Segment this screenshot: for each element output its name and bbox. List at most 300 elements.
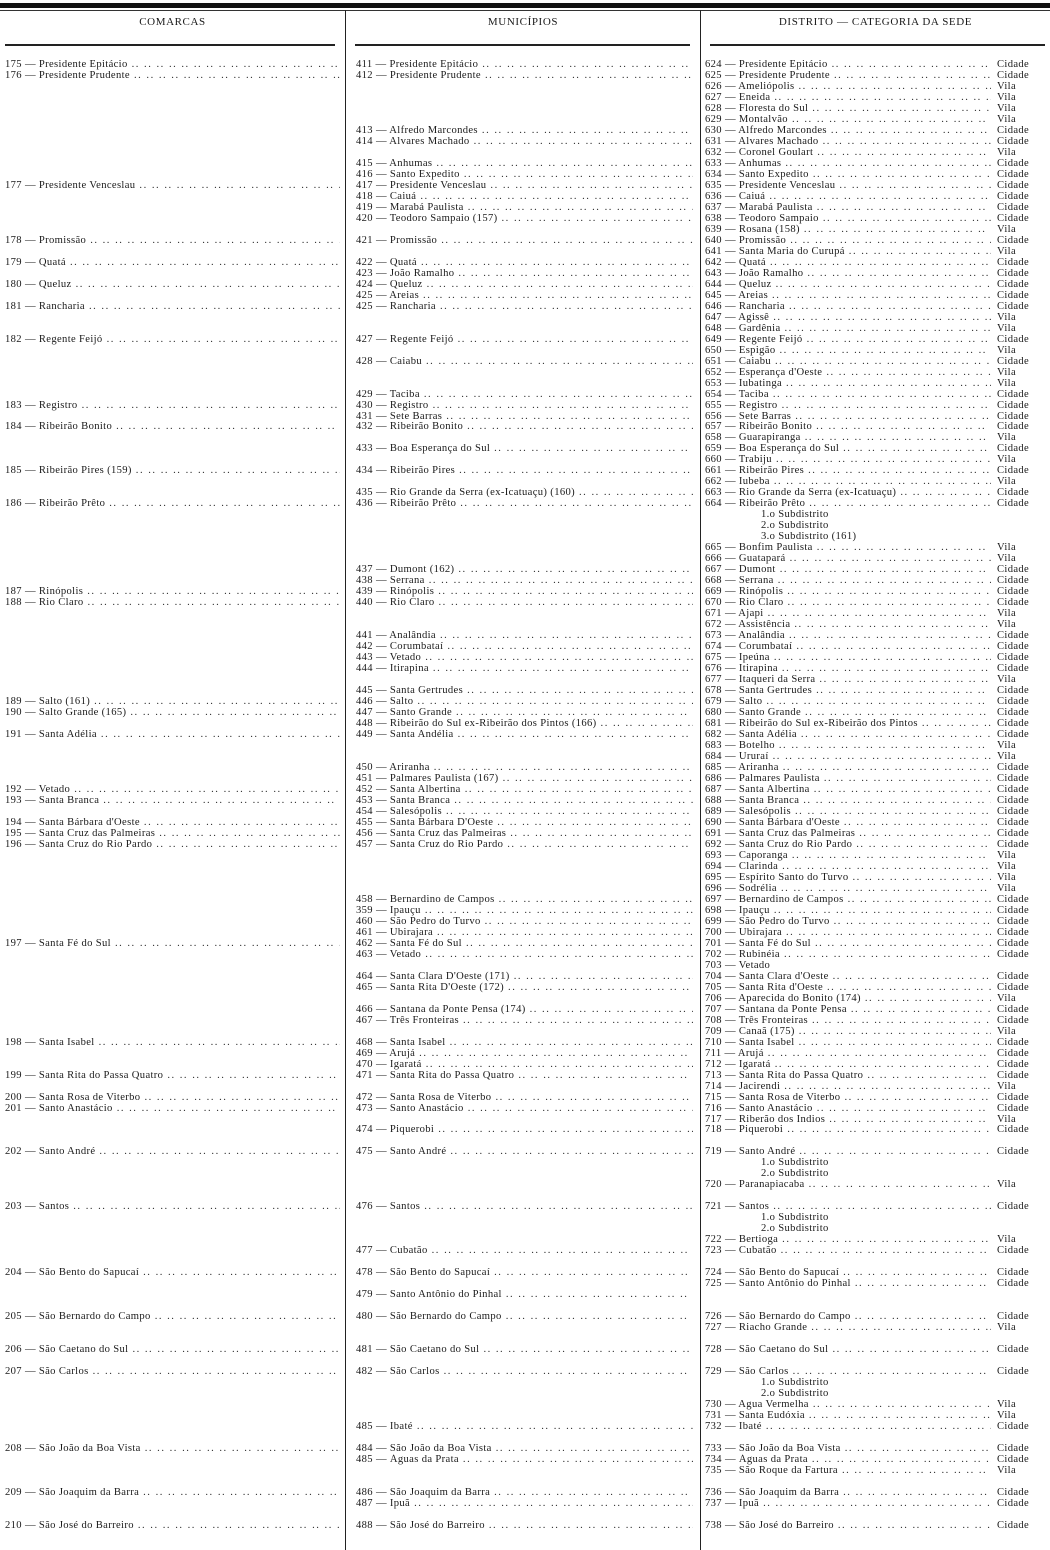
blank-line bbox=[356, 367, 693, 378]
subdistrito-entry bbox=[705, 509, 1047, 520]
distrito-entry bbox=[705, 1179, 1047, 1190]
header-comarcas: COMARCAS bbox=[139, 16, 206, 28]
categoria-label: Cidade bbox=[997, 1036, 1030, 1048]
categoria-label: Vila bbox=[997, 454, 1017, 466]
blank-line bbox=[5, 1234, 340, 1245]
dot-leader bbox=[840, 1092, 991, 1103]
entry-label: 471 — Santa Rita do Passa Quatro bbox=[356, 1069, 515, 1081]
municipio-entry bbox=[356, 1289, 693, 1300]
categoria-label: Vila bbox=[997, 860, 1017, 872]
municipio-entry bbox=[356, 641, 693, 652]
comarca-entry bbox=[5, 1103, 340, 1114]
blank-line bbox=[356, 872, 693, 883]
dot-leader bbox=[504, 982, 693, 993]
municipio-entry bbox=[356, 971, 693, 982]
blank-line bbox=[5, 905, 340, 916]
entry-label: 671 — Ajapi bbox=[705, 608, 764, 620]
entry-label: 443 — Vetado bbox=[356, 652, 422, 664]
distrito-entry bbox=[705, 949, 1047, 960]
blank-line bbox=[5, 1300, 340, 1311]
distrito-entry bbox=[705, 619, 1047, 630]
blank-line bbox=[5, 575, 340, 586]
entry-label: 710 — Santa Isabel bbox=[705, 1036, 795, 1048]
categoria-label: Cidade bbox=[997, 805, 1030, 817]
municipio-entry bbox=[356, 1146, 693, 1157]
distrito-entry bbox=[705, 1520, 1047, 1531]
distrito-entry bbox=[705, 773, 1047, 784]
entry-label: 656 — Sete Barras bbox=[705, 410, 792, 422]
categoria-label: Vila bbox=[997, 608, 1017, 620]
categoria-label: Vila bbox=[997, 740, 1017, 752]
blank-line bbox=[5, 1322, 340, 1333]
blank-line bbox=[705, 1300, 1047, 1311]
entry-label: 716 — Santo Anastácio bbox=[705, 1102, 813, 1114]
dot-leader bbox=[789, 1366, 991, 1377]
dot-leader bbox=[140, 1092, 340, 1103]
entry-label: 628 — Floresta do Sul bbox=[705, 102, 809, 114]
dot-leader bbox=[433, 927, 693, 938]
municipio-entry bbox=[356, 235, 693, 246]
blank-line bbox=[356, 531, 693, 542]
blank-line bbox=[5, 1059, 340, 1070]
dot-leader bbox=[822, 367, 991, 378]
dot-leader bbox=[69, 1201, 340, 1212]
categoria-label: Cidade bbox=[997, 718, 1030, 730]
dot-leader bbox=[791, 806, 991, 817]
entry-label: 738 — São José do Barreiro bbox=[705, 1519, 834, 1531]
categoria-label: Cidade bbox=[997, 1344, 1030, 1356]
entry-label: 469 — Arujá bbox=[356, 1047, 416, 1059]
dot-leader bbox=[111, 938, 340, 949]
blank-line bbox=[5, 191, 340, 202]
distrito-entry bbox=[705, 960, 1047, 971]
subdistrito-entry bbox=[705, 1388, 1047, 1399]
dot-leader bbox=[808, 103, 991, 114]
municipio-entry bbox=[356, 202, 693, 213]
municipio-entry bbox=[356, 1421, 693, 1432]
entry-label: 659 — Boa Esperança do Sul bbox=[705, 443, 840, 455]
top-thick-rule bbox=[0, 3, 1050, 8]
distrito-entry bbox=[705, 301, 1047, 312]
entry-label: 668 — Serrana bbox=[705, 575, 774, 587]
blank-line bbox=[5, 630, 340, 641]
distrito-entry bbox=[705, 81, 1047, 92]
dot-leader bbox=[421, 652, 693, 663]
dot-leader bbox=[135, 180, 340, 191]
distrito-entry bbox=[705, 213, 1047, 224]
dot-leader bbox=[852, 839, 991, 850]
dot-leader bbox=[417, 257, 693, 268]
blank-line bbox=[356, 114, 693, 125]
dot-leader bbox=[863, 1070, 991, 1081]
distrito-entry bbox=[705, 1366, 1047, 1377]
entry-label: 658 — Guarapiranga bbox=[705, 432, 801, 444]
comarca-entry bbox=[5, 817, 340, 828]
dot-leader bbox=[827, 125, 991, 136]
entry-label: 437 — Dumont (162) bbox=[356, 564, 455, 576]
dot-leader bbox=[425, 575, 693, 586]
dot-leader bbox=[510, 971, 693, 982]
entry-label: 186 — Ribeirão Prêto bbox=[5, 498, 106, 510]
distrito-entry bbox=[705, 356, 1047, 367]
subdistrito-entry bbox=[705, 1223, 1047, 1234]
distrito-entry bbox=[705, 323, 1047, 334]
entry-label: 729 — São Carlos bbox=[705, 1366, 789, 1378]
dot-leader bbox=[805, 1410, 991, 1421]
entry-label: 722 — Bertioga bbox=[705, 1234, 779, 1246]
dot-leader bbox=[780, 1081, 991, 1092]
dot-leader bbox=[470, 136, 693, 147]
distrito-entry bbox=[705, 432, 1047, 443]
distrito-entry bbox=[705, 147, 1047, 158]
categoria-label: Vila bbox=[997, 113, 1017, 125]
dot-leader bbox=[459, 1015, 693, 1026]
entry-label: 706 — Aparecida do Bonito (174) bbox=[705, 992, 861, 1004]
categoria-label: Cidade bbox=[997, 652, 1030, 664]
blank-line bbox=[5, 619, 340, 630]
categoria-label: Vila bbox=[997, 1399, 1017, 1411]
blank-line bbox=[356, 553, 693, 564]
entry-label: 737 — Ipuã bbox=[705, 1497, 760, 1509]
dot-leader bbox=[78, 400, 340, 411]
entry-label: 457 — Santa Cruz do Rio Pardo bbox=[356, 838, 504, 850]
blank-line bbox=[356, 1081, 693, 1092]
entry-label: 427 — Regente Feijó bbox=[356, 333, 454, 345]
entry-label: 435 — Rio Grande da Serra (ex-Icatuaçu) (160) bbox=[356, 487, 576, 499]
blank-line bbox=[356, 476, 693, 487]
entry-label: 736 — São Joaquim da Barra bbox=[705, 1486, 840, 1498]
categoria-label: Cidade bbox=[997, 179, 1030, 191]
distrito-entry bbox=[705, 334, 1047, 345]
distrito-entry bbox=[705, 982, 1047, 993]
dot-leader bbox=[841, 1443, 991, 1454]
dot-leader bbox=[139, 1267, 340, 1278]
entry-label: 178 — Promissão bbox=[5, 234, 87, 246]
categoria-label: Cidade bbox=[997, 816, 1030, 828]
categoria-label: Vila bbox=[997, 322, 1017, 334]
entry-label: 447 — Santo Grande bbox=[356, 707, 453, 719]
entry-label: 474 — Piquerobi bbox=[356, 1124, 435, 1136]
categoria-label: Cidade bbox=[997, 1486, 1030, 1498]
entry-label: 479 — Santo Antônio do Pinhal bbox=[356, 1289, 502, 1301]
blank-line bbox=[356, 378, 693, 389]
blank-line bbox=[5, 1179, 340, 1190]
dot-leader bbox=[128, 1344, 340, 1355]
dot-leader bbox=[442, 411, 693, 422]
municipio-entry bbox=[356, 729, 693, 740]
categoria-label: Cidade bbox=[997, 696, 1030, 708]
dot-leader bbox=[95, 1146, 340, 1157]
entry-label: 192 — Vetado bbox=[5, 783, 71, 795]
entry-label: 713 — Santa Rita do Passa Quatro bbox=[705, 1069, 864, 1081]
comarcas-column bbox=[5, 59, 340, 1531]
entry-label: 678 — Santa Gertrudes bbox=[705, 685, 813, 697]
municipio-entry bbox=[356, 718, 693, 729]
categoria-label: Cidade bbox=[997, 333, 1030, 345]
distrito-entry bbox=[705, 1443, 1047, 1454]
entry-label: 424 — Queluz bbox=[356, 278, 423, 290]
categoria-label: Cidade bbox=[997, 783, 1030, 795]
blank-line bbox=[5, 509, 340, 520]
entry-label: 183 — Registro bbox=[5, 399, 78, 411]
header-rule bbox=[710, 44, 1045, 46]
dot-leader bbox=[795, 1037, 991, 1048]
distrito-entry bbox=[705, 828, 1047, 839]
blank-line bbox=[5, 1333, 340, 1344]
dot-leader bbox=[775, 345, 991, 356]
blank-line bbox=[5, 894, 340, 905]
entry-label: 180 — Queluz bbox=[5, 278, 72, 290]
categoria-label: Vila bbox=[997, 223, 1017, 235]
municipio-entry bbox=[356, 597, 693, 608]
entry-label: 630 — Alfredo Marcondes bbox=[705, 124, 827, 136]
entry-label: 477 — Cubatão bbox=[356, 1245, 428, 1257]
entry-label: 733 — São João da Boa Vista bbox=[705, 1443, 841, 1455]
dot-leader bbox=[83, 586, 340, 597]
entry-label: 701 — Santa Fé do Sul bbox=[705, 937, 811, 949]
distrito-entry bbox=[705, 257, 1047, 268]
municipio-entry bbox=[356, 1344, 693, 1355]
categoria-label: Vila bbox=[997, 80, 1017, 92]
distrito-entry bbox=[705, 1048, 1047, 1059]
entry-label: 625 — Presidente Prudente bbox=[705, 69, 830, 81]
dot-leader bbox=[774, 575, 991, 586]
blank-line bbox=[5, 487, 340, 498]
blank-line bbox=[5, 1190, 340, 1201]
dot-leader bbox=[795, 1026, 991, 1037]
entry-label: 691 — Santa Cruz das Palmeiras bbox=[705, 827, 856, 839]
categoria-label: Cidade bbox=[997, 157, 1030, 169]
entry-label: 685 — Ariranha bbox=[705, 762, 779, 773]
entry-label: 674 — Corumbataí bbox=[705, 641, 793, 653]
entry-label: 703 — Vetado bbox=[705, 959, 771, 971]
dot-leader bbox=[430, 762, 693, 773]
dot-leader bbox=[815, 674, 991, 685]
entry-label: 664 — Ribeirão Prêto bbox=[705, 498, 806, 510]
blank-line bbox=[356, 1410, 693, 1421]
dot-leader bbox=[762, 696, 991, 707]
distrito-entry bbox=[705, 1399, 1047, 1410]
entry-label: 466 — Santana da Ponte Pensa (174) bbox=[356, 1003, 526, 1015]
dot-leader bbox=[163, 1070, 340, 1081]
entry-label: 449 — Santa Andélia bbox=[356, 729, 454, 741]
column-divider bbox=[345, 10, 346, 1550]
blank-line bbox=[5, 1114, 340, 1125]
dot-leader bbox=[776, 564, 991, 575]
dot-leader bbox=[423, 279, 693, 290]
dot-leader bbox=[808, 1015, 991, 1026]
blank-line bbox=[356, 674, 693, 685]
dot-leader bbox=[152, 839, 340, 850]
entry-label: 705 — Santa Rita d'Oeste bbox=[705, 981, 823, 993]
blank-line bbox=[5, 564, 340, 575]
dot-leader bbox=[785, 301, 991, 312]
dot-leader bbox=[764, 1048, 991, 1059]
entry-label: 730 — Agua Vermelha bbox=[705, 1399, 809, 1411]
entry-label: 442 — Corumbataí bbox=[356, 641, 444, 653]
entry-label: 422 — Quatá bbox=[356, 256, 417, 268]
entry-label: 693 — Caporanga bbox=[705, 849, 788, 861]
entry-label: 417 — Presidente Venceslau bbox=[356, 179, 487, 191]
blank-line bbox=[5, 1465, 340, 1476]
distrito-entry bbox=[705, 696, 1047, 707]
dot-leader bbox=[896, 487, 991, 498]
entry-label: 690 — Santa Bárbara d'Oeste bbox=[705, 816, 840, 828]
blank-line bbox=[5, 674, 340, 685]
comarca-entry bbox=[5, 400, 340, 411]
municipio-entry bbox=[356, 564, 693, 575]
distrito-entry bbox=[705, 707, 1047, 718]
comarca-entry bbox=[5, 696, 340, 707]
entry-label: 632 — Coronel Goulart bbox=[705, 146, 814, 158]
blank-line bbox=[5, 751, 340, 762]
blank-line bbox=[356, 454, 693, 465]
distrito-entry bbox=[705, 312, 1047, 323]
dot-leader bbox=[420, 1201, 693, 1212]
dot-leader bbox=[820, 773, 991, 784]
blank-line bbox=[356, 850, 693, 861]
entry-label: 423 — João Ramalho bbox=[356, 267, 455, 279]
blank-line bbox=[356, 1212, 693, 1223]
blank-line bbox=[5, 1289, 340, 1300]
categoria-label: Vila bbox=[997, 849, 1017, 861]
dot-leader bbox=[526, 1004, 693, 1015]
distrito-entry bbox=[705, 905, 1047, 916]
categoria-label: Cidade bbox=[997, 69, 1030, 81]
entry-label: 488 — São José do Barreiro bbox=[356, 1519, 485, 1531]
dot-leader bbox=[490, 1487, 693, 1498]
comarca-entry bbox=[5, 70, 340, 81]
municipio-entry bbox=[356, 1015, 693, 1026]
comarca-entry bbox=[5, 729, 340, 740]
entry-label: 461 — Ubirajara bbox=[356, 926, 434, 938]
entry-label: 639 — Rosana (158) bbox=[705, 223, 800, 235]
categoria-label: Vila bbox=[997, 1410, 1017, 1422]
distrito-entry bbox=[705, 114, 1047, 125]
distrito-entry bbox=[705, 169, 1047, 180]
distrito-entry bbox=[705, 1344, 1047, 1355]
dot-leader bbox=[459, 1454, 693, 1465]
distrito-entry bbox=[705, 729, 1047, 740]
municipio-entry bbox=[356, 707, 693, 718]
dot-leader bbox=[428, 1245, 693, 1256]
categoria-label: Vila bbox=[997, 1234, 1017, 1246]
blank-line bbox=[356, 1190, 693, 1201]
entry-label: 425 — Areias bbox=[356, 289, 420, 301]
entry-label: 445 — Santa Gertrudes bbox=[356, 685, 464, 697]
entry-label: 724 — São Bento do Sapucaí bbox=[705, 1267, 840, 1279]
entry-label: 665 — Bonfim Paulista bbox=[705, 542, 813, 554]
municipio-entry bbox=[356, 927, 693, 938]
entry-label: 709 — Canaã (175) bbox=[705, 1025, 795, 1037]
distrito-entry bbox=[705, 850, 1047, 861]
categoria-label: Cidade bbox=[997, 937, 1030, 949]
blank-line bbox=[5, 608, 340, 619]
entry-label: 725 — Santo Antônio do Pinhal bbox=[705, 1278, 851, 1290]
municipio-entry bbox=[356, 1004, 693, 1015]
dot-leader bbox=[812, 685, 991, 696]
dot-leader bbox=[490, 443, 693, 454]
blank-line bbox=[5, 1081, 340, 1092]
entry-label: 413 — Alfredo Marcondes bbox=[356, 124, 478, 136]
dot-leader bbox=[478, 59, 693, 70]
dot-leader bbox=[66, 257, 340, 268]
dot-leader bbox=[422, 356, 693, 367]
blank-line bbox=[5, 81, 340, 92]
entry-label: 176 — Presidente Prudente bbox=[5, 69, 130, 81]
blank-line bbox=[356, 883, 693, 894]
distrito-entry bbox=[705, 663, 1047, 674]
blank-line bbox=[5, 114, 340, 125]
categoria-label: Cidade bbox=[997, 1278, 1030, 1290]
entry-label: 734 — Águas da Prata bbox=[705, 1454, 808, 1465]
dot-leader bbox=[770, 476, 991, 487]
municipio-entry bbox=[356, 191, 693, 202]
categoria-label: Cidade bbox=[997, 1014, 1030, 1026]
entry-label: 205 — São Bernardo do Campo bbox=[5, 1311, 151, 1323]
dot-leader bbox=[834, 1520, 991, 1531]
entry-label: 683 — Botelho bbox=[705, 740, 775, 752]
entry-label: 206 — São Caetano do Sul bbox=[5, 1344, 129, 1356]
blank-line bbox=[356, 1476, 693, 1487]
blank-line bbox=[356, 1399, 693, 1410]
entry-label: 188 — Rio Claro bbox=[5, 597, 84, 609]
distrito-entry bbox=[705, 1070, 1047, 1081]
categoria-label: Vila bbox=[997, 476, 1017, 488]
blank-line bbox=[356, 619, 693, 630]
comarca-entry bbox=[5, 1487, 340, 1498]
blank-line bbox=[356, 1432, 693, 1443]
municipio-entry bbox=[356, 301, 693, 312]
distrito-entry bbox=[705, 443, 1047, 454]
comarca-entry bbox=[5, 1267, 340, 1278]
categoria-label: Cidade bbox=[997, 1146, 1030, 1158]
dot-leader bbox=[132, 465, 340, 476]
entry-label: 201 — Santo Anastácio bbox=[5, 1102, 113, 1114]
blank-line bbox=[5, 1256, 340, 1267]
municipio-entry bbox=[356, 685, 693, 696]
dot-leader bbox=[140, 817, 340, 828]
categoria-label: Vila bbox=[997, 1080, 1017, 1092]
categoria-label: Cidade bbox=[997, 1102, 1030, 1114]
entry-label: 675 — Ipeúna bbox=[705, 652, 770, 664]
blank-line bbox=[5, 773, 340, 784]
entry-label: 635 — Presidente Venceslau bbox=[705, 179, 836, 191]
distrito-entry bbox=[705, 861, 1047, 872]
municipio-entry bbox=[356, 1311, 693, 1322]
entry-label: 654 — Taciba bbox=[705, 388, 769, 400]
entry-label: 627 — Eneida bbox=[705, 91, 771, 103]
distrito-entry bbox=[705, 1487, 1047, 1498]
municipio-entry bbox=[356, 498, 693, 509]
distrito-entry bbox=[705, 1245, 1047, 1256]
municipio-entry bbox=[356, 773, 693, 784]
categoria-label: Cidade bbox=[997, 575, 1030, 587]
dot-leader bbox=[838, 1465, 991, 1476]
municipio-entry bbox=[356, 411, 693, 422]
categoria-label: Cidade bbox=[997, 212, 1030, 224]
entry-label: 715 — Santa Rosa de Viterbo bbox=[705, 1091, 841, 1103]
municipio-entry bbox=[356, 663, 693, 674]
distrito-entry bbox=[705, 1322, 1047, 1333]
dot-leader bbox=[435, 597, 693, 608]
municipio-entry bbox=[356, 795, 693, 806]
categoria-label: Cidade bbox=[997, 663, 1030, 675]
municipio-entry bbox=[356, 421, 693, 432]
entry-label: 686 — Palmares Paulista bbox=[705, 772, 820, 784]
distritos-column bbox=[705, 59, 1047, 1531]
blank-line bbox=[5, 663, 340, 674]
